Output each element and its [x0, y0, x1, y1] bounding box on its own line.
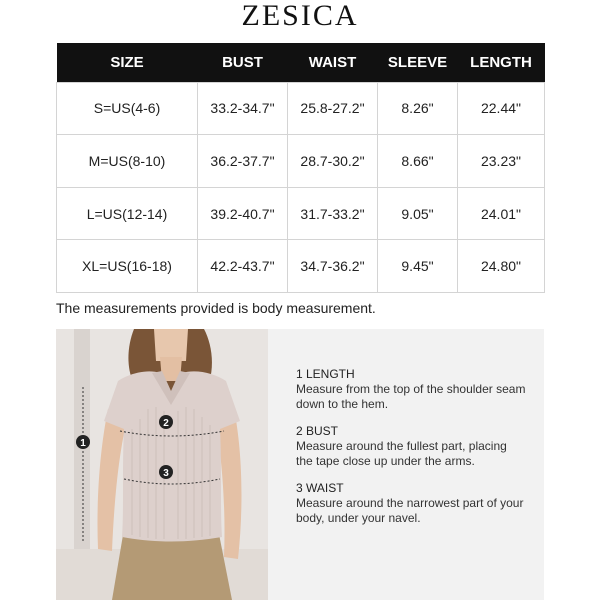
cell-length: 24.80" — [458, 240, 545, 293]
cell-waist: 28.7-30.2" — [288, 135, 378, 188]
cell-size: M=US(8-10) — [57, 135, 198, 188]
brand-logo: ZESICA — [241, 0, 359, 32]
table-row — [57, 135, 545, 188]
header-waist: WAIST — [288, 43, 378, 82]
cell-bust: 33.2-34.7" — [198, 82, 288, 135]
cell-sleeve: 9.05" — [378, 187, 458, 240]
model-illustration — [56, 329, 268, 600]
guide-description: Measure around the narrowest part of your body, under your navel. — [296, 496, 524, 525]
cell-bust: 42.2-43.7" — [198, 240, 288, 293]
svg-text:2: 2 — [163, 418, 169, 429]
cell-waist: 34.7-36.2" — [288, 240, 378, 293]
guide-description: Measure around the fullest part, placing the tape close up under the arms. — [296, 439, 507, 468]
header-bust: BUST — [198, 43, 288, 82]
cell-bust: 39.2-40.7" — [198, 187, 288, 240]
guide-title: 3 WAIST — [296, 481, 344, 495]
guide-title: 1 LENGTH — [296, 367, 355, 381]
guide-title: 2 BUST — [296, 424, 339, 438]
measurement-guide-panel — [56, 329, 544, 600]
measurement-guide — [296, 367, 526, 538]
guide-description: Measure from the top of the shoulder seam down to the hem. — [296, 382, 526, 411]
table-row — [57, 240, 545, 293]
cell-length: 24.01" — [458, 187, 545, 240]
cell-bust: 36.2-37.7" — [198, 135, 288, 188]
guide-item-length — [296, 367, 526, 412]
cell-size: XL=US(16-18) — [57, 240, 198, 293]
guide-item-bust — [296, 424, 526, 469]
header-length: LENGTH — [458, 43, 545, 82]
size-chart-table — [56, 43, 545, 293]
marker-bust — [159, 415, 173, 429]
marker-length — [76, 435, 90, 449]
cell-waist: 31.7-33.2" — [288, 187, 378, 240]
header-sleeve: SLEEVE — [378, 43, 458, 82]
svg-text:3: 3 — [163, 468, 169, 479]
cell-size: S=US(4-6) — [57, 82, 198, 135]
marker-waist — [159, 465, 173, 479]
cell-sleeve: 8.66" — [378, 135, 458, 188]
header-size: SIZE — [57, 43, 198, 82]
cell-sleeve: 9.45" — [378, 240, 458, 293]
cell-waist: 25.8-27.2" — [288, 82, 378, 135]
cell-length: 23.23" — [458, 135, 545, 188]
model-photo — [56, 329, 268, 600]
table-row — [57, 82, 545, 135]
table-header-row — [57, 43, 545, 82]
cell-size: L=US(12-14) — [57, 187, 198, 240]
guide-item-waist — [296, 481, 526, 526]
cell-sleeve: 8.26" — [378, 82, 458, 135]
cell-length: 22.44" — [458, 82, 545, 135]
svg-text:1: 1 — [80, 438, 86, 449]
measurement-note: The measurements provided is body measurement. — [56, 300, 376, 316]
table-row — [57, 187, 545, 240]
face-shape — [154, 329, 188, 361]
